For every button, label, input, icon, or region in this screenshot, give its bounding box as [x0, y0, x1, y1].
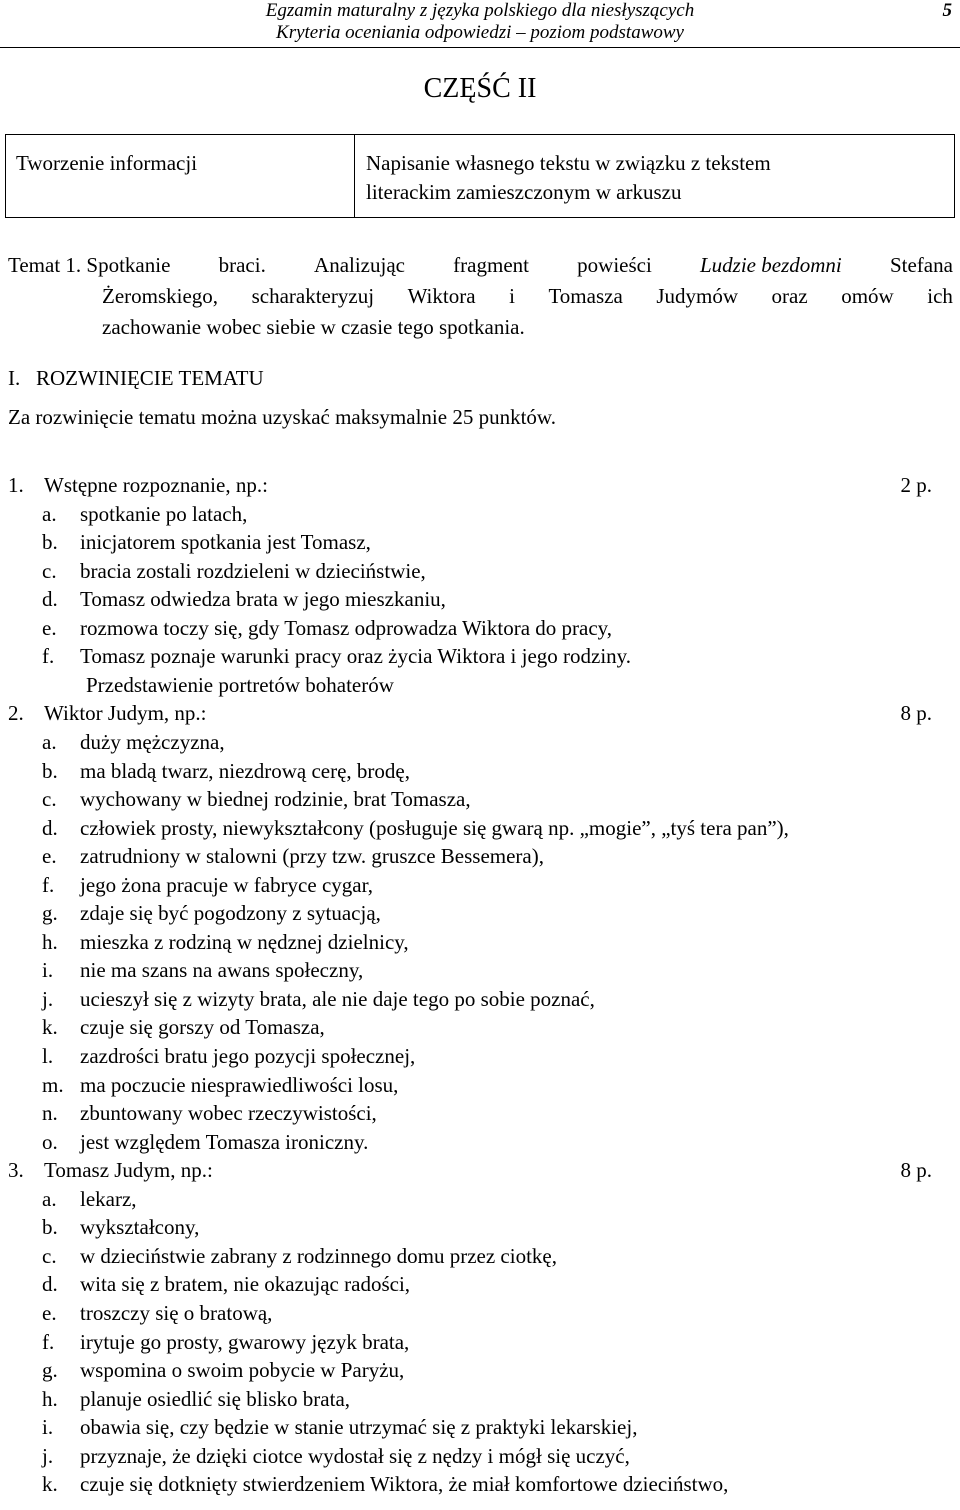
list-item-letter: c.: [42, 787, 57, 812]
criterion-points: 2 p.: [900, 473, 932, 497]
list-item-letter: e.: [42, 844, 57, 869]
list-item: spotkanie po latach,: [80, 501, 248, 526]
criterion-points: 8 p.: [900, 701, 932, 726]
topic-word: Analizując: [314, 253, 405, 277]
list-item-letter: h.: [42, 929, 58, 954]
topic-word: Tomasza: [548, 284, 623, 308]
list-item: wychowany w biednej rodzinie, brat Tomasza,: [80, 787, 471, 812]
list-item-letter: i.: [42, 958, 54, 983]
criterion-number: 3.: [8, 1158, 24, 1183]
list-item-letter: g.: [42, 901, 58, 926]
list-item: mieszka z rodziną w nędznej dzielnicy,: [80, 929, 409, 954]
page-number: 5: [942, 0, 952, 21]
novel-title: Ludzie bezdomni: [700, 253, 842, 277]
topic-word: Temat 1. Spotkanie: [8, 253, 171, 277]
topic-word: Judymów: [656, 284, 738, 308]
topic-word: Stefana: [889, 253, 953, 277]
list-item-letter: o.: [42, 1129, 58, 1154]
list-item-letter: d.: [42, 815, 58, 840]
list-item: jest względem Tomasza ironiczny.: [80, 1129, 369, 1154]
list-item-letter: e.: [42, 1300, 57, 1325]
list-item-letter: f.: [42, 872, 55, 897]
list-item: wita się z bratem, nie okazując radości,: [80, 1272, 411, 1297]
info-table-right-line2: literackim zamieszczonym w arkuszu: [366, 180, 682, 204]
list-item: ma poczucie niesprawiedliwości losu,: [80, 1072, 399, 1097]
criterion-points: 8 p.: [900, 1158, 932, 1183]
section-intro: Za rozwinięcie tematu można uzyskać maksymalnie 25 punktów.: [8, 405, 556, 429]
list-item: przyznaje, że dzięki ciotce wydostał się z nędzy i mógł się uczyć,: [80, 1443, 630, 1468]
criterion-title: Tomasz Judym, np.:: [44, 1158, 213, 1183]
topic-word: oraz: [771, 284, 808, 308]
list-item-letter: h.: [42, 1386, 58, 1411]
list-item: rozmowa toczy się, gdy Tomasz odprowadza Wiktora do pracy,: [80, 615, 613, 640]
list-item: duży mężczyzna,: [80, 729, 225, 754]
list-item: obawia się, czy będzie w stanie utrzymać się z praktyki lekarskiej,: [80, 1415, 638, 1440]
list-item: czuje się gorszy od Tomasza,: [80, 1015, 325, 1040]
list-item-letter: i.: [42, 1415, 54, 1440]
list-item: zazdrości bratu jego pozycji społecznej,: [80, 1044, 416, 1068]
list-item-letter: j.: [42, 986, 54, 1011]
list-item: bracia zostali rozdzieleni w dzieciństwie,: [80, 558, 426, 583]
list-item: lekarz,: [80, 1186, 137, 1211]
list-item-letter: b.: [42, 530, 58, 555]
list-item-letter: f.: [42, 1329, 55, 1354]
table-divider: [354, 135, 355, 217]
list-item-letter: k.: [42, 1472, 58, 1497]
list-item: w dzieciństwie zabrany z rodzinnego domu przez ciotkę,: [80, 1243, 557, 1268]
list-item-letter: f.: [42, 644, 55, 669]
topic-word: powieści: [577, 253, 652, 277]
topic-line-2: [8, 281, 953, 312]
list-item: troszczy się o bratową,: [80, 1300, 273, 1325]
list-item-letter: d.: [42, 1272, 58, 1297]
list-item-letter: b.: [42, 758, 58, 783]
subheading: Przedstawienie portretów bohaterów: [86, 672, 394, 697]
part-title: CZĘŚĆ II: [423, 73, 537, 104]
list-item-letter: l.: [42, 1044, 54, 1068]
list-item: wspomina o swoim pobycie w Paryżu,: [80, 1358, 405, 1383]
list-item: zdaje się być pogodzony z sytuacją,: [80, 901, 381, 926]
list-item: jego żona pracuje w fabryce cygar,: [80, 872, 373, 897]
topic-word: braci.: [218, 253, 266, 277]
list-item: planuje osiedlić się blisko brata,: [80, 1386, 351, 1411]
list-item: człowiek prosty, niewykształcony (posługuje się gwarą np. „mogie”, „tyś tera pan”),: [80, 815, 789, 840]
list-item-letter: d.: [42, 587, 58, 612]
criterion-title: Wstępne rozpoznanie, np.:: [44, 473, 268, 497]
list-item: zatrudniony w stalowni (przy tzw. gruszce Bessemera),: [80, 844, 544, 869]
header-subtitle: Kryteria oceniania odpowiedzi – poziom podstawowy: [276, 22, 684, 43]
list-item: inicjatorem spotkania jest Tomasz,: [80, 530, 371, 555]
list-item: Tomasz poznaje warunki pracy oraz życia Wiktora i jego rodziny.: [80, 644, 632, 669]
topic-paragraph: [8, 250, 953, 343]
info-table-right-cell: [366, 149, 926, 207]
criterion-title: Wiktor Judym, np.:: [44, 701, 207, 726]
list-item: czuje się dotknięty stwierdzeniem Wiktora, że miał komfortowe dzieciństwo,: [80, 1472, 729, 1497]
topic-word: ich: [927, 284, 953, 308]
info-table-left-cell: Tworzenie informacji: [16, 151, 198, 175]
page-header: [0, 0, 960, 48]
list-item: wykształcony,: [80, 1215, 200, 1240]
info-table-right-line1: Napisanie własnego tekstu w związku z tekstem: [366, 151, 771, 175]
topic-word: i: [509, 284, 515, 308]
topic-word: scharakteryzuj: [251, 284, 375, 308]
list-item-letter: a.: [42, 501, 57, 526]
criterion-number: 2.: [8, 701, 24, 726]
list-item: ucieszył się z wizyty brata, ale nie daje tego po sobie poznać,: [80, 986, 595, 1011]
topic-word: omów: [841, 284, 894, 308]
topic-word: fragment: [453, 253, 529, 277]
list-item: irytuje go prosty, gwarowy język brata,: [80, 1329, 410, 1354]
list-item-letter: j.: [42, 1443, 54, 1468]
criterion-number: 1.: [8, 473, 24, 497]
info-table: [5, 134, 955, 218]
list-item-letter: a.: [42, 1186, 57, 1211]
list-item-letter: g.: [42, 1358, 58, 1383]
list-item-letter: m.: [42, 1072, 64, 1097]
header-exam-title: Egzamin maturalny z języka polskiego dla niesłyszących: [265, 0, 695, 21]
topic-line-1: [8, 250, 953, 281]
list-item-letter: e.: [42, 615, 57, 640]
topic-word: Wiktora: [407, 284, 476, 308]
list-item-letter: k.: [42, 1015, 58, 1040]
list-item: Tomasz odwiedza brata w jego mieszkaniu,: [80, 587, 446, 612]
list-item: zbuntowany wobec rzeczywistości,: [80, 1101, 377, 1126]
list-item-letter: c.: [42, 558, 57, 583]
list-item-letter: c.: [42, 1243, 57, 1268]
section-heading: I. ROZWINIĘCIE TEMATU: [8, 366, 264, 390]
list-item-letter: b.: [42, 1215, 58, 1240]
topic-word: Żeromskiego,: [102, 284, 219, 308]
topic-line-3: zachowanie wobec siebie w czasie tego spotkania.: [102, 315, 525, 339]
list-item-letter: n.: [42, 1101, 58, 1126]
list-item-letter: a.: [42, 729, 57, 754]
list-item: nie ma szans na awans społeczny,: [80, 958, 364, 983]
list-item: ma bladą twarz, niezdrową cerę, brodę,: [80, 758, 410, 783]
